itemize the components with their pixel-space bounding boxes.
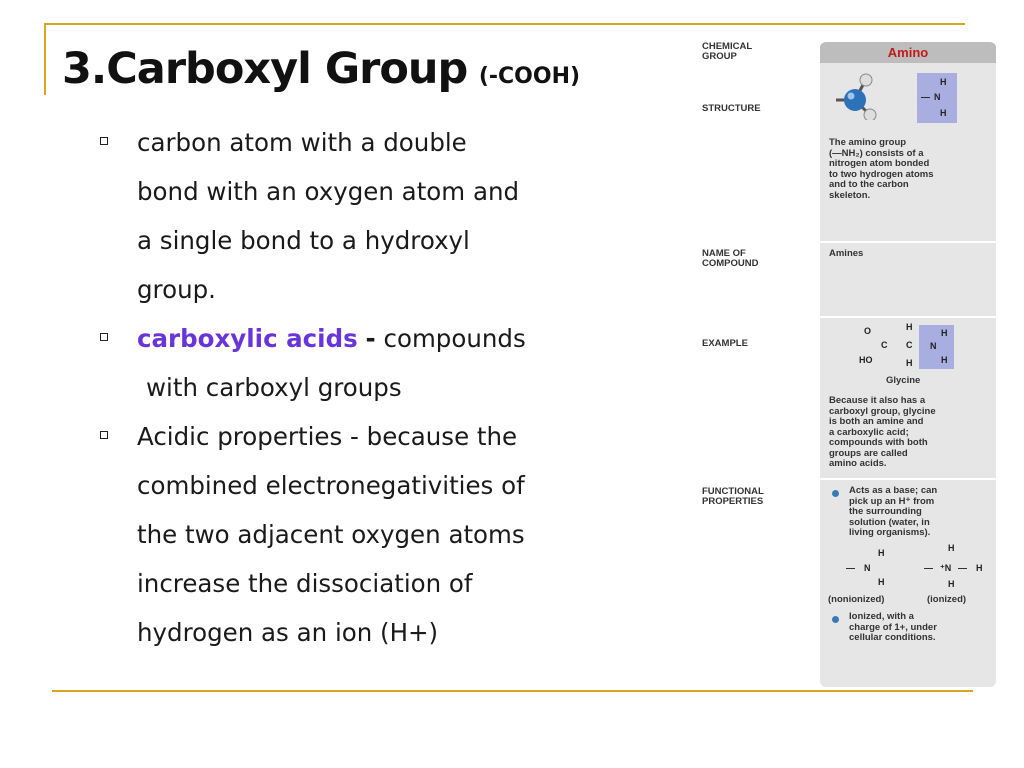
hydrogen-atom: H [948, 543, 955, 553]
label-example: EXAMPLE [702, 338, 748, 349]
label-ionized: (ionized) [927, 594, 967, 605]
bullet-line: with carboxyl groups [146, 373, 402, 402]
bullet-item [100, 412, 660, 657]
hydrogen-atom: H [878, 577, 885, 587]
title-main: 3.Carboxyl Group [62, 44, 468, 94]
example-description: Because it also has a carboxyl group, glycine is both an amine and a carboxylic acid; compounds with both groups are called amino acids. [829, 395, 936, 469]
bullet-dot-icon [832, 490, 839, 497]
row-separator [820, 316, 996, 318]
amino-column [820, 42, 996, 687]
hydrogen-atom: H [940, 77, 947, 87]
left-rule [44, 23, 46, 95]
hydrogen-atom: H [878, 548, 885, 558]
carbon-atom: C [906, 340, 913, 350]
hydrogen-atom: H [906, 358, 913, 368]
bullet-line: carbon atom with a double [137, 128, 467, 157]
row-separator [820, 478, 996, 480]
compound-name: Amines [829, 248, 864, 259]
bullet-list [100, 118, 660, 657]
bottom-rule [52, 690, 973, 692]
square-bullet-icon [100, 333, 108, 341]
hydrogen-atom: H [948, 579, 955, 589]
bullet-line: a single bond to a hydroxyl [137, 226, 470, 255]
bond-dash: — [958, 563, 967, 573]
column-title: Amino [820, 42, 996, 63]
title-formula: (-COOH) [478, 64, 581, 89]
structure-description: The amino group (—NH₂) consists of a nitrogen atom bonded to two hydrogen atoms and to the carbon skeleton. [829, 137, 934, 201]
slide-title [62, 44, 580, 94]
bond-dash: — [921, 92, 930, 102]
bullet-line: the two adjacent oxygen atoms [137, 520, 525, 549]
bond-dash: — [924, 563, 933, 573]
glycine-amine-box [919, 325, 954, 369]
hydroxyl-label: HO [859, 355, 873, 365]
bullet-line: increase the dissociation of [137, 569, 473, 598]
bullet-line: hydrogen as an ion (H+) [137, 618, 439, 647]
property-base: Acts as a base; can pick up an H⁺ from the surrounding solution (water, in living organisms). [849, 485, 938, 538]
bullet-line: group. [137, 275, 216, 304]
oxygen-atom: O [864, 326, 872, 336]
hydrogen-atom: H [906, 322, 913, 332]
functional-group-panel [690, 38, 1002, 690]
hydrogen-atom: H [976, 563, 983, 573]
hydrogen-atom: H [940, 108, 947, 118]
property-ionized: Ionized, with a charge of 1+, under cellular conditions. [849, 611, 937, 643]
nitrogen-atom: N [864, 563, 871, 573]
bullet-text: compounds [383, 324, 526, 353]
carboxylic-acids-term: carboxylic acids [137, 324, 358, 353]
bond-dash: — [846, 563, 855, 573]
bullet-line: Acidic properties - because the [137, 422, 518, 451]
hydrogen-atom: H [941, 328, 948, 338]
row-separator [820, 241, 996, 243]
nitrogen-atom: N [930, 341, 937, 351]
bullet-line: combined electronegativities of [137, 471, 525, 500]
amine-structure-box [917, 73, 957, 123]
bullet-item [100, 118, 660, 314]
label-functional-properties: FUNCTIONAL PROPERTIES [702, 486, 764, 507]
label-chemical-group: CHEMICAL GROUP [702, 41, 753, 62]
square-bullet-icon [100, 137, 108, 145]
ball-and-stick-model-icon [828, 70, 888, 120]
dash: - [365, 324, 376, 353]
bullet-line: bond with an oxygen atom and [137, 177, 520, 206]
bullet-dot-icon [832, 616, 839, 623]
nitrogen-atom: N [934, 92, 941, 102]
square-bullet-icon [100, 431, 108, 439]
top-rule [44, 23, 965, 25]
hydrogen-atom: H [941, 355, 948, 365]
nitrogen-ion: ⁺N [940, 563, 952, 573]
example-name: Glycine [886, 375, 921, 386]
label-nonionized: (nonionized) [828, 594, 885, 605]
label-structure: STRUCTURE [702, 103, 761, 114]
bullet-line [137, 314, 660, 363]
label-name-of-compound: NAME OF COMPOUND [702, 248, 759, 269]
carbon-atom: C [881, 340, 888, 350]
bullet-item [100, 314, 660, 412]
